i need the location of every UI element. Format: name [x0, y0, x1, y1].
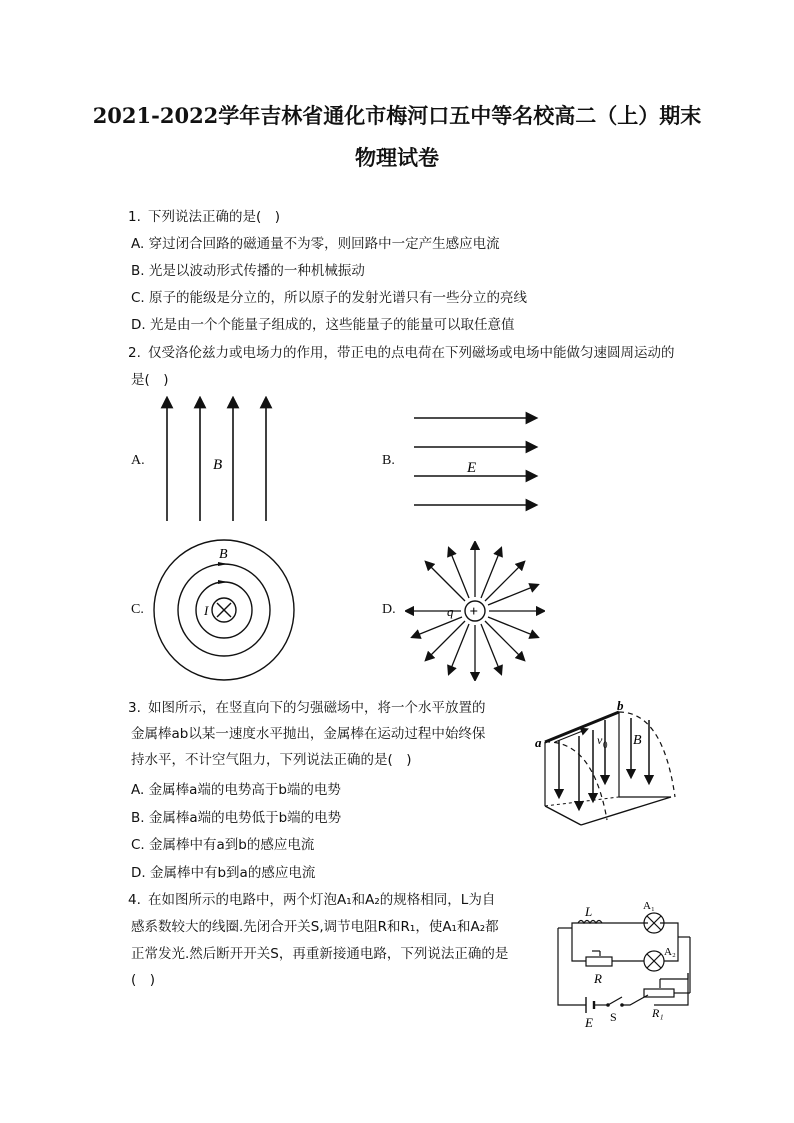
q3-stem-line2: 金属棒ab以某一速度水平抛出，金属棒在运动过程中始终保 [131, 726, 486, 742]
q4-fig-A2-label: A₂ [664, 946, 676, 958]
q1-option-b[interactable]: B. 光是以波动形式传播的一种机械振动 [131, 263, 365, 279]
q3-fig-b-label: b [617, 700, 624, 713]
q3-fig-v-label: v [597, 733, 603, 747]
q2-figure-c [150, 538, 300, 683]
q4-stem-line3: 正常发光.然后断开开关S，再重新接通电路，下列说法正确的是 [131, 946, 509, 962]
page-title-line1: 2021-2022学年吉林省通化市梅河口五中等名校高二（上）期末 [92, 103, 702, 128]
q4-stem-line1: 在如图所示的电路中，两个灯泡A₁和A₂的规格相同，L为自 [148, 892, 496, 908]
q3-option-b[interactable]: B. 金属棒a端的电势低于b端的电势 [131, 810, 342, 826]
fig-c-label: B [219, 547, 228, 562]
q1-stem [128, 205, 280, 225]
q1-number: 1. [128, 209, 141, 225]
q2-number: 2. [128, 345, 141, 361]
q2-option-a-label[interactable]: A. [131, 453, 145, 468]
q2-stem-line1: 仅受洛伦兹力或电场力的作用，带正电的点电荷在下列磁场或电场中能做匀速圆周运动的 [148, 345, 675, 361]
q3-stem-line1-wrap [128, 696, 486, 716]
q2-option-b-label[interactable]: B. [382, 453, 395, 468]
q3-number: 3. [128, 700, 141, 716]
q1-option-a[interactable]: A. 穿过闭合回路的磁通量不为零，则回路中一定产生感应电流 [131, 236, 500, 252]
q1-stem-text: 下列说法正确的是( ) [148, 209, 281, 225]
page-title-line2: 物理试卷 [355, 145, 439, 170]
q4-fig-R-label: R [594, 971, 602, 986]
q1-option-d[interactable]: D. 光是由一个个能量子组成的，这些能量子的能量可以取任意值 [131, 317, 515, 333]
q4-circuit-figure [530, 893, 700, 1033]
q3-stem-line3: 持水平，不计空气阻力，下列说法正确的是( ) [131, 752, 412, 768]
q2-figure-d [405, 541, 545, 681]
q1-option-c[interactable]: C. 原子的能级是分立的，所以原子的发射光谱只有一些分立的亮线 [131, 290, 528, 306]
fig-c-center-label: I [204, 603, 209, 618]
q3-option-d[interactable]: D. 金属棒中有b到a的感应电流 [131, 865, 316, 881]
q3-figure [533, 700, 693, 840]
q4-fig-R1-label: R₁ [652, 1006, 664, 1020]
q4-stem-line2: 感系数较大的线圈.先闭合开关S,调节电阻R和R₁，使A₁和A₂都 [131, 919, 499, 935]
q2-figure-b [410, 408, 540, 518]
q3-option-a[interactable]: A. 金属棒a端的电势高于b端的电势 [131, 782, 341, 798]
q4-stem-line4: ( ) [131, 972, 156, 988]
fig-d-label: q [447, 604, 454, 619]
q2-stem-line2: 是( ) [131, 372, 169, 388]
q2-option-c-label[interactable]: C. [131, 602, 144, 617]
q3-option-c[interactable]: C. 金属棒中有a到b的感应电流 [131, 837, 315, 853]
q4-stem-line1-wrap [128, 888, 495, 908]
q2-figure-a [150, 396, 290, 526]
q4-fig-L-label: L [585, 904, 593, 919]
fig-b-label: E [467, 460, 477, 476]
q3-stem-line1: 如图所示，在竖直向下的匀强磁场中，将一个水平放置的 [148, 700, 486, 716]
q4-fig-A1-label: A₁ [643, 900, 655, 912]
q3-fig-a-label: a [535, 735, 542, 750]
q2-stem [128, 341, 675, 361]
q3-fig-v-sub: 0 [603, 740, 608, 750]
fig-a-label: B [213, 457, 223, 473]
q4-number: 4. [128, 892, 141, 908]
q4-fig-E-label: E [585, 1015, 593, 1030]
fig-d-center-label: + [469, 604, 479, 620]
q2-option-d-label[interactable]: D. [382, 602, 396, 617]
q3-fig-B-label: B [633, 733, 642, 748]
q4-fig-S-label: S [610, 1010, 617, 1024]
